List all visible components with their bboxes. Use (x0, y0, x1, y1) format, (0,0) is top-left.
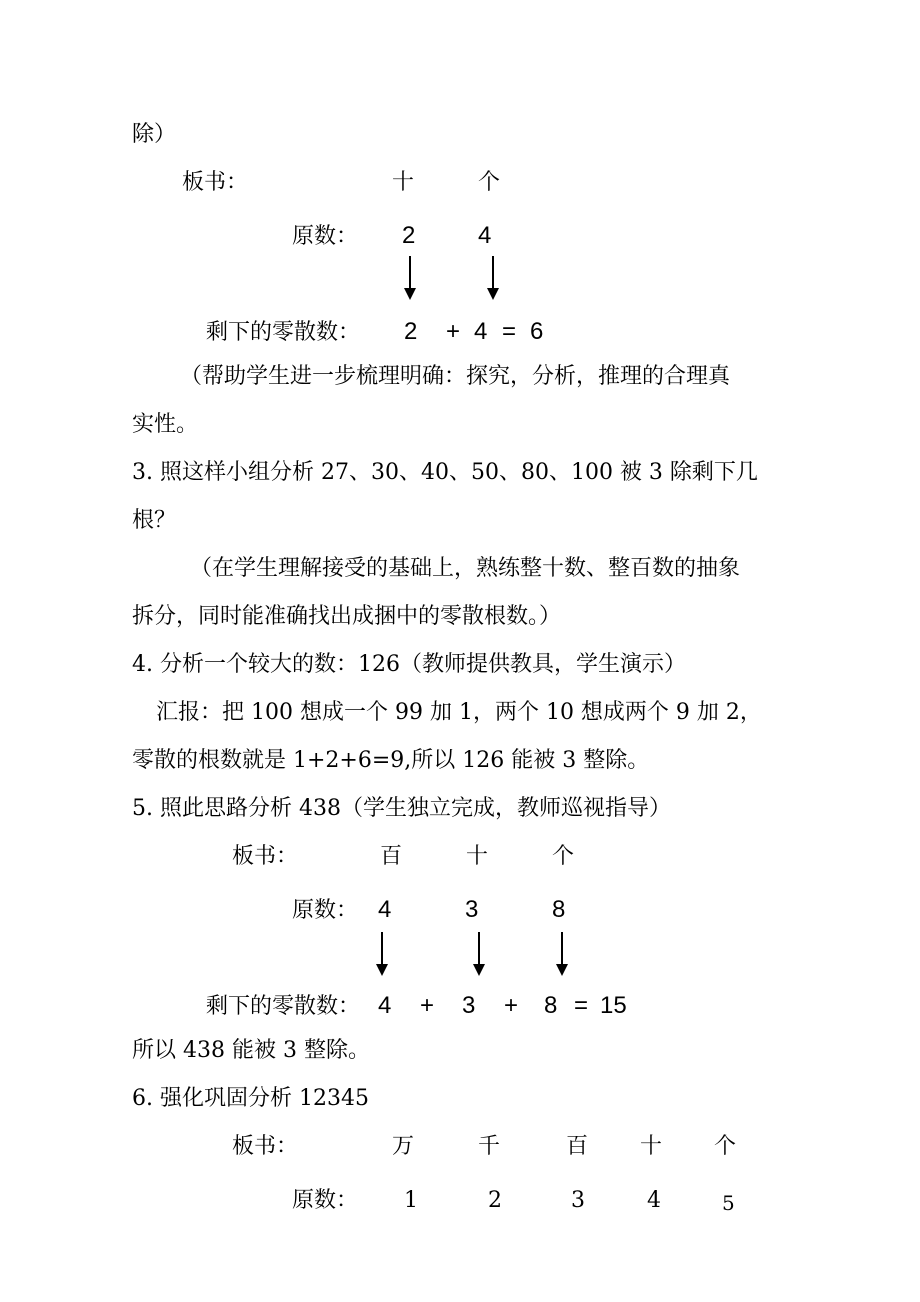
remainder-operator: = (574, 992, 589, 1019)
place-header-ones: 个 (552, 844, 575, 869)
remainder-term: 4 (378, 992, 392, 1019)
text-line: 实性。 (132, 412, 199, 437)
remainder-operator: + (420, 992, 435, 1019)
board-label: 板书： (232, 1134, 299, 1159)
text-line: 根？ (132, 508, 177, 533)
remainder-operator: = (502, 318, 517, 345)
text-line: 拆分，同时能准确找出成捆中的零散根数。） (132, 604, 562, 629)
digit-thousands: 2 (488, 1188, 502, 1213)
original-number-label: 原数： (292, 1188, 359, 1213)
place-header-tens: 十 (392, 170, 415, 195)
digit-hundreds: 3 (571, 1188, 585, 1213)
remainder-operator: + (504, 992, 519, 1019)
digit-tens: 2 (402, 222, 416, 249)
place-header-hundreds: 百 (380, 844, 403, 869)
down-arrow-icon (492, 256, 494, 298)
remainder-term: 4 (474, 318, 488, 345)
digit-ones: 4 (478, 222, 492, 249)
place-header-tens: 十 (466, 844, 489, 869)
text-line: 除） (132, 122, 177, 147)
text-line: 所以 438 能被 3 整除。 (132, 1038, 370, 1063)
remainder-term: 8 (544, 992, 558, 1019)
remainder-operator: + (446, 318, 461, 345)
digit-ones: 5 (722, 1191, 735, 1215)
place-header-ones: 个 (714, 1134, 737, 1159)
original-number-label: 原数： (292, 224, 359, 249)
text-line: （在学生理解接受的基础上，熟练整十数、整百数的抽象 (190, 556, 741, 581)
place-header-hundreds: 百 (566, 1134, 589, 1159)
down-arrow-icon (561, 932, 563, 974)
original-number-label: 原数： (292, 898, 359, 923)
down-arrow-icon (478, 932, 480, 974)
digit-ones: 8 (552, 896, 566, 923)
text-line: 5. 照此思路分析 438（学生独立完成，教师巡视指导） (132, 796, 671, 821)
remainder-term: 2 (404, 318, 418, 345)
remainder-total: 15 (600, 992, 627, 1019)
remainder-label: 剩下的零散数： (206, 320, 361, 345)
down-arrow-icon (381, 932, 383, 974)
down-arrow-icon (409, 256, 411, 298)
text-line: 汇报：把 100 想成一个 99 加 1，两个 10 想成两个 9 加 2， (156, 700, 762, 725)
text-line: （帮助学生进一步梳理明确：探究，分析，推理的合理真 (180, 364, 731, 389)
place-header-thousands: 千 (478, 1134, 501, 1159)
digit-hundreds: 4 (378, 896, 392, 923)
place-header-ten-thousands: 万 (392, 1134, 415, 1159)
remainder-term: 3 (462, 992, 476, 1019)
board-label: 板书： (232, 844, 299, 869)
place-header-ones: 个 (478, 170, 501, 195)
remainder-label: 剩下的零散数： (206, 994, 361, 1019)
remainder-total: 6 (530, 318, 544, 345)
digit-tens: 4 (647, 1188, 661, 1213)
text-line: 3. 照这样小组分析 27、30、40、50、80、100 被 3 除剩下几 (132, 460, 758, 485)
digit-tens: 3 (465, 896, 479, 923)
board-label: 板书： (182, 170, 249, 195)
place-header-tens: 十 (640, 1134, 663, 1159)
text-line: 零散的根数就是 1+2+6=9,所以 126 能被 3 整除。 (132, 748, 650, 773)
text-line: 4. 分析一个较大的数：126（教师提供教具，学生演示） (132, 652, 686, 677)
digit-ten-thousands: 1 (404, 1188, 418, 1213)
text-line: 6. 强化巩固分析 12345 (132, 1086, 369, 1111)
